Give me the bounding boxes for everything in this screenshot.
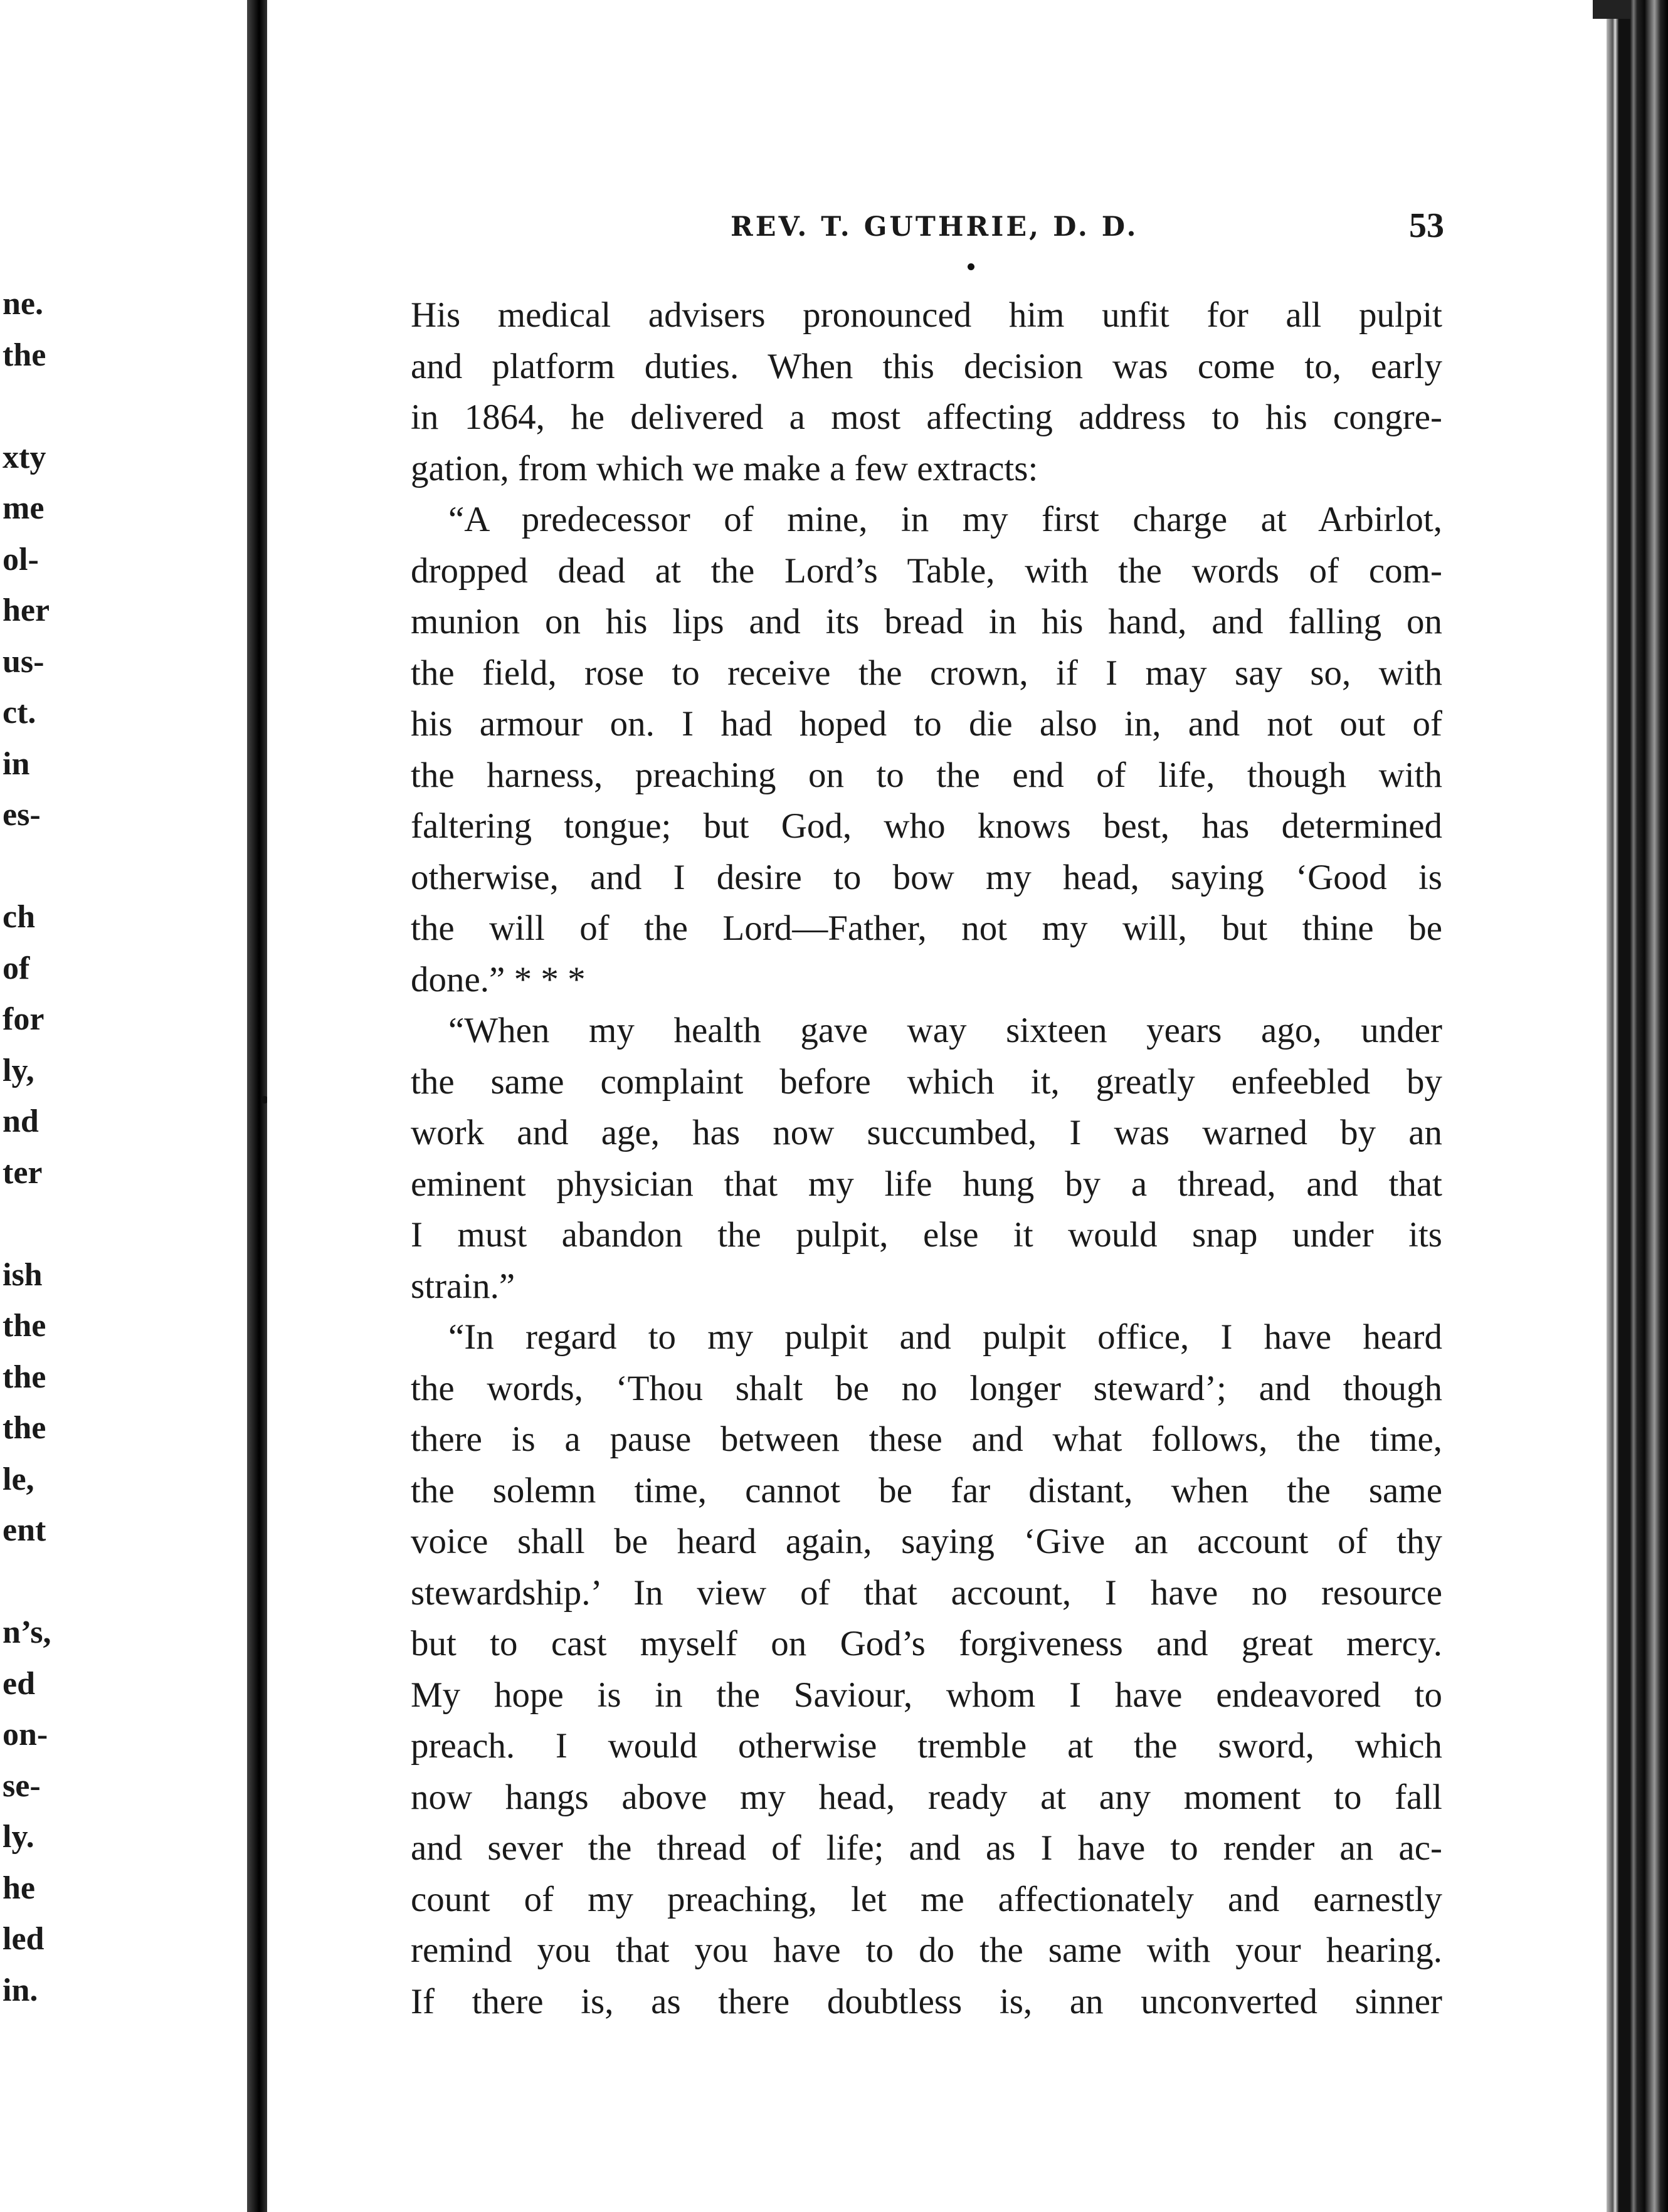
text-line: preach. I would otherwise tremble at the sword, which — [411, 1726, 1442, 1766]
text-line: work and age, has now succumbed, I was warned by an — [411, 1113, 1442, 1152]
text-line: his armour on. I had hoped to die also in, and not out of — [411, 704, 1442, 744]
text-line: “A predecessor of mine, in my first charge at Arbirlot, — [448, 500, 1442, 539]
facing-page-text-fragment: ol- — [3, 541, 39, 577]
facing-page-text-fragment: ne. — [3, 286, 43, 322]
text-line: the same complaint before which it, greatly enfeebled by — [411, 1061, 1442, 1102]
text-line: but to cast myself on God’s forgiveness and great mercy. — [411, 1624, 1442, 1663]
text-line: now hangs above my head, ready at any moment to fall — [411, 1777, 1442, 1817]
page-number: 53 — [1409, 206, 1444, 245]
text-line: and platform duties. When this decision was come to, early — [411, 346, 1442, 386]
text-line: His medical advisers pronounced him unfit for all pulpit — [411, 295, 1442, 335]
facing-page-text-fragment: se- — [3, 1767, 41, 1804]
text-line: “In regard to my pulpit and pulpit office, I have heard — [448, 1317, 1442, 1357]
facing-page-text-fragment: of — [3, 950, 30, 986]
text-line: stewardship.’ In view of that account, I have no resource — [411, 1572, 1442, 1613]
facing-page-text-fragment: the — [3, 1410, 46, 1446]
facing-page-text-fragment: the — [3, 1308, 46, 1344]
facing-page-text-fragment: ch — [3, 899, 35, 935]
body-text — [411, 290, 1442, 2027]
facing-page-text-fragment: the — [3, 337, 46, 373]
text-line: faltering tongue; but God, who knows best, has determined — [411, 806, 1442, 846]
text-line: and sever the thread of life; and as I have to render an ac- — [411, 1828, 1442, 1868]
text-line: gation, from which we make a few extracts: — [411, 448, 1038, 488]
facing-page-text-fragment: xty — [3, 439, 46, 475]
facing-page-text-fragment: on- — [3, 1717, 48, 1752]
text-line: strain.” — [411, 1266, 515, 1306]
text-line: the will of the Lord—Father, not my will, but thine be — [411, 908, 1442, 948]
text-line: done.” * * * — [411, 959, 586, 999]
page-edge-shadow — [1593, 0, 1630, 19]
facing-page-text-fragment: ter — [3, 1154, 43, 1191]
facing-page-text-fragment: ed — [3, 1665, 35, 1702]
facing-page-fragment — [0, 0, 254, 2212]
text-line: “When my health gave way sixteen years ago, under — [448, 1011, 1442, 1050]
facing-page-text-fragment: n’s, — [3, 1614, 51, 1650]
text-line: count of my preaching, let me affectionately and earnestly — [411, 1879, 1442, 1919]
text-line: eminent physician that my life hung by a thread, and that — [411, 1164, 1442, 1204]
text-line: the field, rose to receive the crown, if I may say so, with — [411, 653, 1442, 693]
facing-page-text-fragment: nd — [3, 1103, 39, 1139]
text-line: If there is, as there doubtless is, an unconverted sinner — [411, 1981, 1442, 2021]
facing-page-text-fragment: led — [3, 1921, 45, 1957]
text-line: I must abandon the pulpit, else it would snap under its — [411, 1215, 1442, 1255]
text-line: My hope is in the Saviour, whom I have endeavored to — [411, 1675, 1442, 1715]
page-edge-binding — [1607, 0, 1668, 2212]
facing-page-text-fragment: ent — [3, 1512, 46, 1548]
text-line: voice shall be heard again, saying ‘Give an account of thy — [411, 1522, 1442, 1561]
facing-page-text-fragment: le, — [3, 1461, 34, 1497]
facing-page-text-fragment: es- — [3, 797, 41, 833]
facing-page-text-fragment: us- — [3, 643, 45, 680]
facing-page-text-fragment: for — [3, 1001, 45, 1037]
facing-page-text-fragment: ct. — [3, 695, 36, 730]
facing-page-text-fragment: ish — [3, 1256, 43, 1293]
ink-speck — [968, 263, 974, 270]
facing-page-text-fragment: her — [3, 592, 50, 628]
facing-page-text-fragment: he — [3, 1870, 35, 1906]
facing-page-text-fragment: in — [3, 745, 30, 782]
text-line: otherwise, and I desire to bow my head, saying ‘Good is — [411, 857, 1442, 897]
running-head: REV. T. GUTHRIE, D. D. — [731, 211, 1139, 243]
text-line: in 1864, he delivered a most affecting address to his congre- — [411, 398, 1442, 437]
facing-page-text-fragment: ly, — [3, 1052, 34, 1088]
facing-page-text-fragment: ly. — [3, 1819, 34, 1855]
book-gutter — [247, 0, 267, 2212]
text-line: there is a pause between these and what follows, the time, — [411, 1419, 1442, 1459]
text-line: remind you that you have to do the same with your hearing. — [411, 1930, 1442, 1970]
facing-page-text-fragment: me — [3, 490, 45, 526]
facing-page-text-fragment: the — [3, 1359, 46, 1395]
text-line: the words, ‘Thou shalt be no longer steward’; and though — [411, 1368, 1442, 1408]
text-line: munion on his lips and its bread in his hand, and falling on — [411, 602, 1442, 641]
text-line: dropped dead at the Lord’s Table, with the words of com- — [411, 550, 1442, 591]
text-line: the solemn time, cannot be far distant, when the same — [411, 1470, 1442, 1510]
text-line: the harness, preaching on to the end of life, though with — [411, 755, 1442, 795]
facing-page-text-fragment: in. — [3, 1972, 38, 2008]
